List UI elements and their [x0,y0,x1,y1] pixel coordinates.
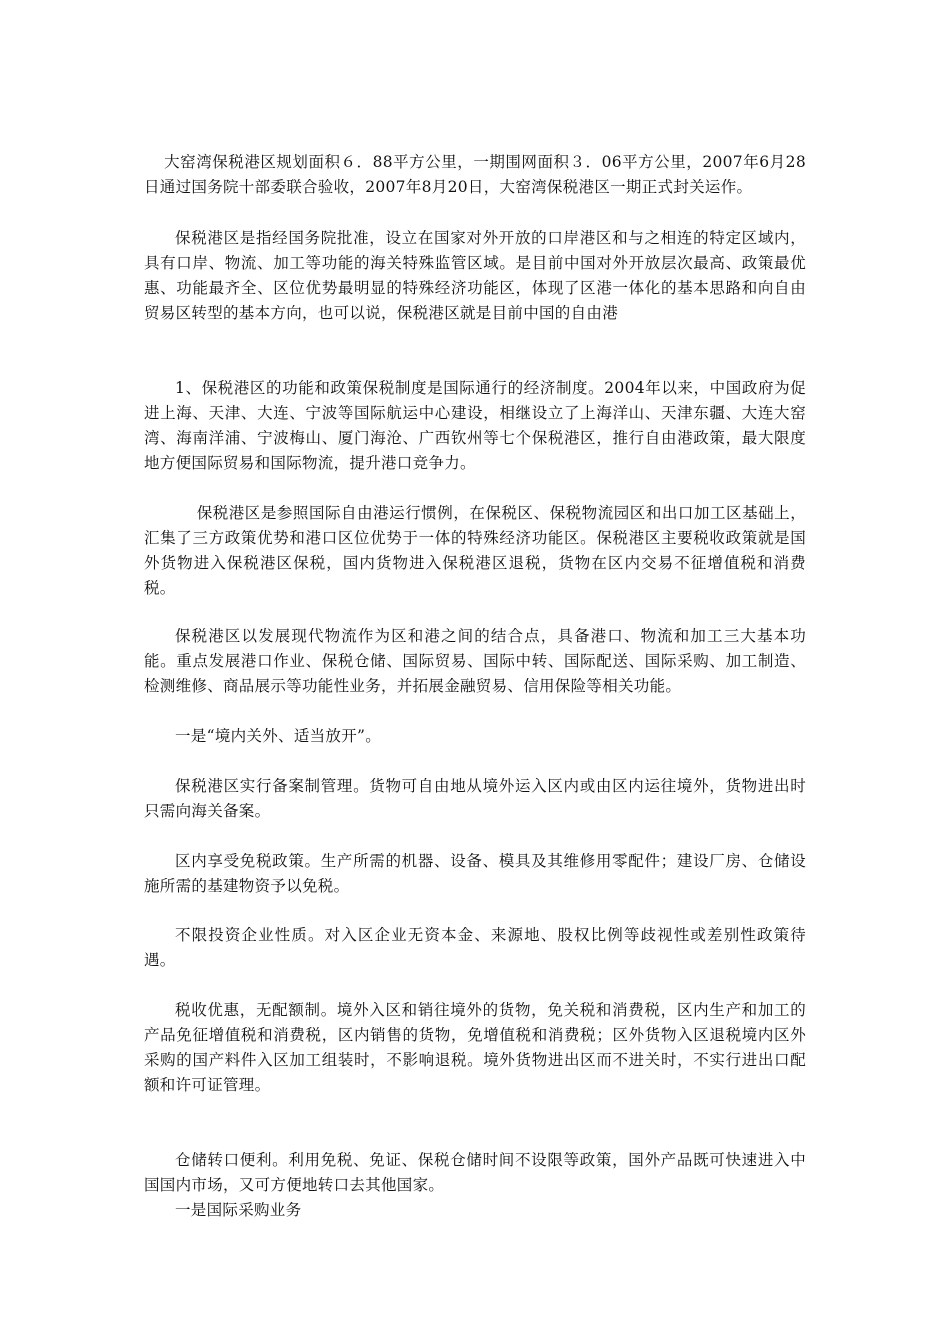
paragraph-3: 1、保税港区的功能和政策保税制度是国际通行的经济制度。2004年以来，中国政府为促进上海、天津、大连、宁波等国际航运中心建设，相继设立了上海洋山、天津东疆、大连大窑湾、海南洋浦、宁波梅山、厦门海沧、广西钦州等七个保税港区，推行自由港政策，最大限度地方便国际贸易和国际物流，提升港口竞争力。 [144,379,806,472]
paragraph-8: 区内享受免税政策。生产所需的机器、设备、模具及其维修用零配件；建设厂房、仓储设施所需的基建物资予以免税。 [144,852,806,895]
paragraph-7: 保税港区实行备案制管理。货物可自由地从境外运入区内或由区内运往境外，货物进出时只需向海关备案。 [144,777,806,820]
paragraph-2: 保税港区是指经国务院批准，设立在国家对外开放的口岸港区和与之相连的特定区域内，具有口岸、物流、加工等功能的海关特殊监管区域。是目前中国对外开放层次最高、政策最优惠、功能最齐全、区位优势最明显的特殊经济功能区，体现了区港一体化的基本思路和向自由贸易区转型的基本方向，也可以说，保税港区就是目前中国的自由港 [144,229,806,322]
paragraph-5: 保税港区以发展现代物流作为区和港之间的结合点，具备港口、物流和加工三大基本功能。重点发展港口作业、保税仓储、国际贸易、国际中转、国际配送、国际采购、加工制造、检测维修、商品展示等功能性业务，并拓展金融贸易、信用保险等相关功能。 [144,627,806,695]
paragraph-12: 一是国际采购业务 [175,1201,302,1219]
paragraph-4: 保税港区是参照国际自由港运行惯例，在保税区、保税物流园区和出口加工区基础上，汇集了三方政策优势和港口区位优势于一体的特殊经济功能区。保税港区主要税收政策就是国外货物进入保税港区保税，国内货物进入保税港区退税，货物在区内交易不征增值税和消费税。 [144,504,806,597]
paragraph-9: 不限投资企业性质。对入区企业无资本金、来源地、股权比例等歧视性或差别性政策待遇。 [144,926,806,969]
paragraph-6: 一是“境内关外、适当放开”。 [175,727,382,745]
paragraph-1: 大窑湾保税港区规划面积６．88平方公里，一期围网面积３．06平方公里，2007年6月28日通过国务院十部委联合验收，2007年8月20日，大窑湾保税港区一期正式封关运作。 [144,153,806,196]
paragraph-11: 仓储转口便利。利用免税、免证、保税仓储时间不设限等政策，国外产品既可快速进入中国国内市场，又可方便地转口去其他国家。 [144,1151,806,1194]
paragraph-10: 税收优惠，无配额制。境外入区和销往境外的货物，免关税和消费税，区内生产和加工的产品免征增值税和消费税，区内销售的货物，免增值税和消费税；区外货物入区退税境内区外采购的国产料件入区加工组装时，不影响退税。境外货物进出区而不进关时，不实行进出口配额和许可证管理。 [144,1001,806,1094]
